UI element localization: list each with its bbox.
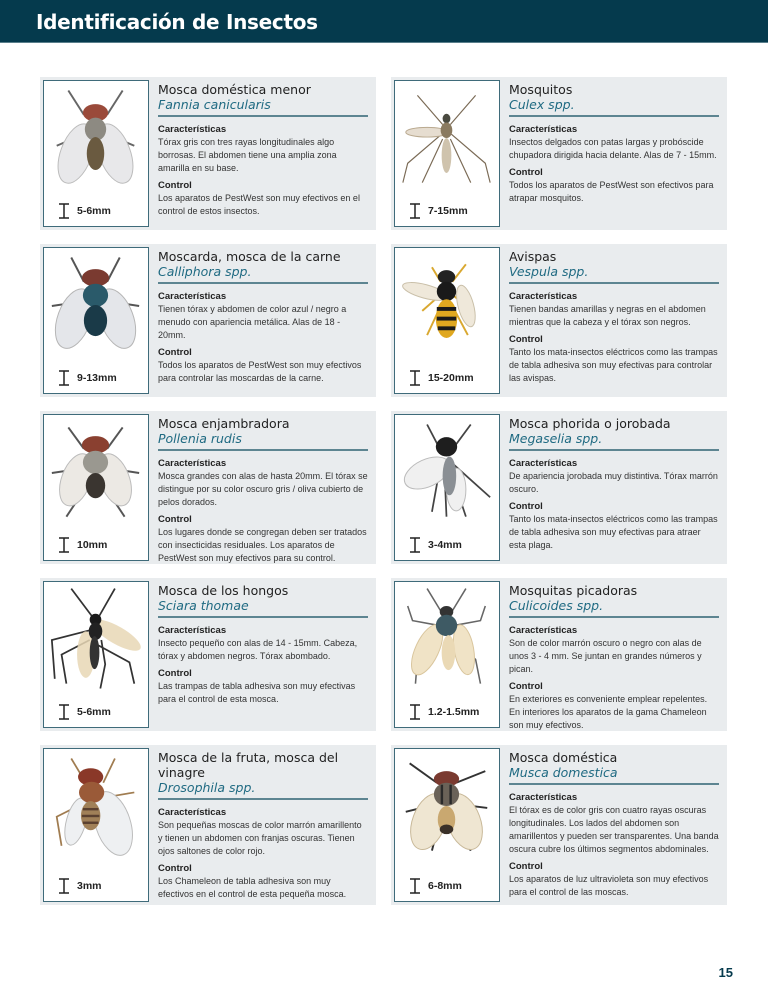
size-indicator xyxy=(58,203,111,219)
size-indicator xyxy=(409,203,468,219)
fungus-gnat-icon xyxy=(47,586,144,694)
common-name: Mosca doméstica menor xyxy=(158,82,311,97)
divider xyxy=(509,449,719,451)
characteristics-heading: Características xyxy=(158,458,227,469)
common-name: Mosca de los hongos xyxy=(158,583,289,598)
common-name: Mosquitas picadoras xyxy=(509,583,638,598)
size-label: 5-6mm xyxy=(77,706,111,718)
fruit-fly-icon xyxy=(47,753,144,861)
insect-info xyxy=(509,416,719,557)
size-indicator xyxy=(58,537,107,553)
size-indicator xyxy=(409,537,462,553)
common-name: Mosca de la fruta, mosca del vinagre xyxy=(158,750,339,780)
divider xyxy=(158,449,368,451)
size-label: 15-20mm xyxy=(428,372,474,384)
housefly-icon xyxy=(398,753,495,861)
divider xyxy=(158,282,368,284)
control-text: Todos los aparatos de PestWest son efectivos para atrapar mosquitos. xyxy=(509,180,714,203)
size-indicator xyxy=(409,878,462,894)
size-indicator xyxy=(409,370,474,386)
size-bar-icon xyxy=(58,537,70,553)
characteristics-text: Insectos delgados con patas largas y probóscide chupadora dirigida hacia delante. Alas de 7 - 15mm. xyxy=(509,137,717,160)
characteristics-text: Insecto pequeño con alas de 14 - 15mm. Cabeza, tórax y abdomen negros. Tórax abombado. xyxy=(158,638,358,661)
insect-image-frame xyxy=(394,581,500,728)
fly-icon xyxy=(47,85,144,193)
control-text: En exteriores es conveniente emplear repelentes. En interiores los aparatos de la gama Chameleon son muy efectivos. xyxy=(509,694,708,730)
control-heading: Control xyxy=(158,347,192,358)
biting-midge-icon xyxy=(398,586,495,694)
common-name: Mosca doméstica xyxy=(509,750,618,765)
insect-card-musca xyxy=(391,745,727,905)
size-bar-icon xyxy=(58,704,70,720)
common-name: Moscarda, mosca de la carne xyxy=(158,249,341,264)
insect-image-frame xyxy=(43,247,149,394)
size-label: 5-6mm xyxy=(77,205,111,217)
latin-name: Sciara thomae xyxy=(158,598,249,613)
divider xyxy=(509,282,719,284)
insect-card-culex xyxy=(391,77,727,230)
common-name: Mosca enjambradora xyxy=(158,416,290,431)
insect-image-frame xyxy=(394,247,500,394)
size-bar-icon xyxy=(409,370,421,386)
insect-card-megaselia xyxy=(391,411,727,564)
control-text: Los aparatos de luz ultravioleta son muy efectivos para el control de las moscas. xyxy=(509,874,709,897)
common-name: Avispas xyxy=(509,249,557,264)
characteristics-heading: Características xyxy=(158,807,227,818)
insect-card-drosophila xyxy=(40,745,376,905)
insect-card-calliphora xyxy=(40,244,376,397)
size-indicator xyxy=(58,878,102,894)
control-heading: Control xyxy=(509,681,543,692)
control-heading: Control xyxy=(509,861,543,872)
common-name: Mosquitos xyxy=(509,82,573,97)
page-title: Identificación de Insectos xyxy=(36,10,318,34)
common-name: Mosca phorida o jorobada xyxy=(509,416,671,431)
insect-image-frame xyxy=(394,414,500,561)
insect-info xyxy=(509,750,719,904)
characteristics-heading: Características xyxy=(158,291,227,302)
size-bar-icon xyxy=(58,878,70,894)
size-bar-icon xyxy=(409,878,421,894)
size-label: 3mm xyxy=(77,880,102,892)
phorid-fly-icon xyxy=(398,419,495,527)
characteristics-text: Mosca grandes con alas de hasta 20mm. El tórax se distingue por su color oscuro gris / oliva cubierto de pelos dorados. xyxy=(158,471,368,507)
latin-name: Culex spp. xyxy=(509,97,575,112)
latin-name: Megaselia spp. xyxy=(509,431,603,446)
insect-info xyxy=(509,82,719,210)
size-indicator xyxy=(58,370,117,386)
size-label: 6-8mm xyxy=(428,880,462,892)
control-text: Todos los aparatos de PestWest son muy efectivos para controlar las moscardas de la carne. xyxy=(158,360,362,383)
characteristics-text: Son de color marrón oscuro o negro con alas de unos 3 - 4 mm. Se juntan en grandes números y pican. xyxy=(509,638,702,674)
divider xyxy=(158,115,368,117)
characteristics-text: El tórax es de color gris con cuatro rayas oscuras longitudinales. Los lados del abdomen son amarillentos y pueden ser transparentes. Una banda oscura cubre los últimos segmentos abdominales. xyxy=(509,805,719,854)
size-indicator xyxy=(58,704,111,720)
size-label: 3-4mm xyxy=(428,539,462,551)
characteristics-text: De apariencia jorobada muy distintiva. Tórax marrón oscuro. xyxy=(509,471,718,494)
divider xyxy=(158,798,368,800)
control-text: Los aparatos de PestWest son muy efectivos en el control de estos insectos. xyxy=(158,193,360,216)
latin-name: Vespula spp. xyxy=(509,264,589,279)
characteristics-heading: Características xyxy=(509,458,578,469)
control-heading: Control xyxy=(158,863,192,874)
size-label: 9-13mm xyxy=(77,372,117,384)
characteristics-heading: Características xyxy=(509,291,578,302)
insect-info xyxy=(158,249,368,390)
insect-image-frame xyxy=(394,80,500,227)
characteristics-text: Tórax gris con tres rayas longitudinales algo borrosas. El abdomen tiene una amplia zona amarilla en su base. xyxy=(158,137,337,173)
control-text: Las trampas de tabla adhesiva son muy efectivas para el control de esta mosca. xyxy=(158,681,356,704)
control-heading: Control xyxy=(509,167,543,178)
characteristics-heading: Características xyxy=(509,625,578,636)
size-bar-icon xyxy=(409,537,421,553)
characteristics-text: Son pequeñas moscas de color marrón amarillento y tienen un abdomen con franjas oscuras. Tienen ojos saltones de color rojo. xyxy=(158,820,362,856)
insect-card-culicoides xyxy=(391,578,727,731)
insect-card-sciara xyxy=(40,578,376,731)
control-text: Los Chameleon de tabla adhesiva son muy efectivos en el control de esta pequeña mosca. xyxy=(158,876,347,899)
latin-name: Drosophila spp. xyxy=(158,780,256,795)
insect-info xyxy=(158,82,368,223)
size-bar-icon xyxy=(58,203,70,219)
divider xyxy=(509,115,719,117)
insect-card-pollenia xyxy=(40,411,376,564)
insect-image-frame xyxy=(394,748,500,902)
insect-image-frame xyxy=(43,414,149,561)
characteristics-heading: Características xyxy=(509,124,578,135)
latin-name: Musca domestica xyxy=(509,765,618,780)
control-heading: Control xyxy=(509,334,543,345)
size-label: 10mm xyxy=(77,539,108,551)
insect-image-frame xyxy=(43,581,149,728)
control-heading: Control xyxy=(158,514,192,525)
characteristics-heading: Características xyxy=(158,625,227,636)
page-number: 15 xyxy=(718,965,733,980)
wasp-icon xyxy=(398,252,495,360)
control-heading: Control xyxy=(158,180,192,191)
latin-name: Calliphora spp. xyxy=(158,264,252,279)
page-header xyxy=(0,0,768,43)
divider xyxy=(509,616,719,618)
characteristics-heading: Características xyxy=(158,124,227,135)
control-text: Los lugares donde se congregan deben ser tratados con insecticidas residuales. Los aparatos de PestWest son muy efectivos para su control. xyxy=(158,527,367,563)
size-indicator xyxy=(409,704,479,720)
insect-image-frame xyxy=(43,80,149,227)
latin-name: Fannia canicularis xyxy=(158,97,271,112)
insect-info xyxy=(509,249,719,390)
cluster-fly-icon xyxy=(47,419,144,527)
divider xyxy=(158,616,368,618)
insect-info xyxy=(158,583,368,711)
size-label: 7-15mm xyxy=(428,205,468,217)
insect-info xyxy=(158,416,368,570)
insect-image-frame xyxy=(43,748,149,902)
insect-card-fannia xyxy=(40,77,376,230)
control-text: Tanto los mata-insectos eléctricos como las trampas de tabla adhesiva son muy efectivas para controlar las avispas. xyxy=(509,347,718,383)
size-label: 1.2-1.5mm xyxy=(428,706,480,718)
mosquito-icon xyxy=(398,85,495,193)
size-bar-icon xyxy=(409,704,421,720)
size-bar-icon xyxy=(58,370,70,386)
control-heading: Control xyxy=(509,501,543,512)
size-bar-icon xyxy=(409,203,421,219)
insect-info xyxy=(158,750,368,906)
insect-card-vespula xyxy=(391,244,727,397)
latin-name: Culicoides spp. xyxy=(509,598,604,613)
characteristics-heading: Características xyxy=(509,792,578,803)
control-heading: Control xyxy=(158,668,192,679)
blowfly-icon xyxy=(47,252,144,360)
divider xyxy=(509,783,719,785)
latin-name: Pollenia rudis xyxy=(158,431,242,446)
control-text: Tanto los mata-insectos eléctricos como las trampas de tabla adhesiva son muy efectivas para atraer esta plaga. xyxy=(509,514,718,550)
characteristics-text: Tienen bandas amarillas y negras en el abdomen mientras que la cabeza y el tórax son negros. xyxy=(509,304,706,327)
insect-info xyxy=(509,583,719,737)
characteristics-text: Tienen tórax y abdomen de color azul / negro a menudo con apariencia metálica. Alas de 18 - 20mm. xyxy=(158,304,347,340)
